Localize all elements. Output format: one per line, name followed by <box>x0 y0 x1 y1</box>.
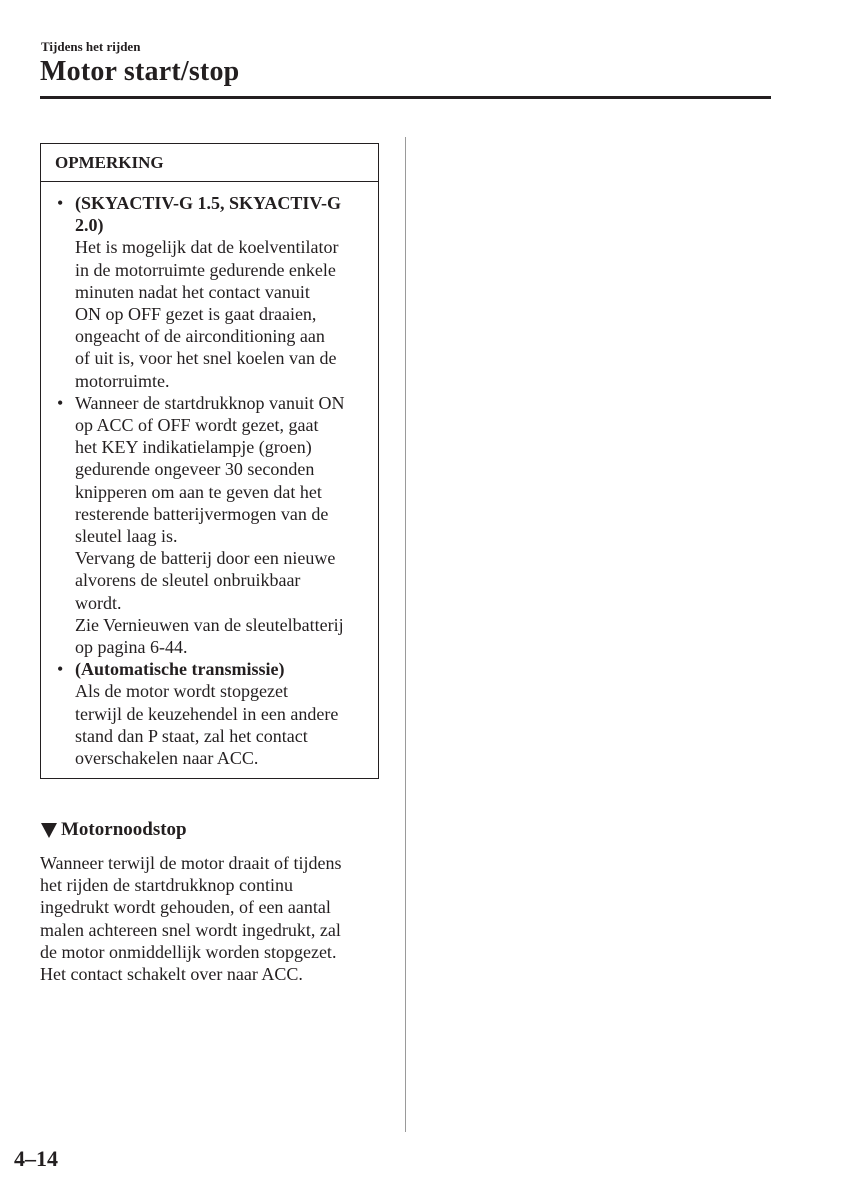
body-line: Wanneer terwijl de motor draait of tijdens <box>40 853 342 873</box>
note-item-line: (Automatische transmissie) <box>75 659 285 680</box>
body-line: malen achtereen snel wordt ingedrukt, zal <box>40 919 341 940</box>
bullet: • <box>57 193 64 213</box>
column-divider <box>405 137 406 1132</box>
note-item-line: in de motorruimte gedurende enkele <box>75 259 336 280</box>
note-item-line: 2.0) <box>75 215 104 236</box>
note-heading: OPMERKING <box>41 144 378 182</box>
note-item-line: sleutel laag is. <box>75 526 178 547</box>
note-item-line: ON op OFF gezet is gaat draaien, <box>75 304 317 325</box>
note-item-line: resterende batterijvermogen van de <box>75 503 329 524</box>
emergency-stop-heading <box>41 818 187 842</box>
note-item-line: gedurende ongeveer 30 seconden <box>75 459 315 480</box>
note-item-line: Zie Vernieuwen van de sleutelbatterij <box>75 614 344 635</box>
note-item-line: op pagina 6-44. <box>75 637 188 658</box>
note-item-line: terwijl de keuzehendel in een andere <box>75 703 339 724</box>
note-item-line: overschakelen naar ACC. <box>75 748 259 769</box>
note-item-line: Als de motor wordt stopgezet <box>75 681 288 702</box>
note-list <box>41 182 378 769</box>
body-line: Het contact schakelt over naar ACC. <box>40 964 303 985</box>
title-rule <box>40 96 771 99</box>
page-title: Motor start/stop <box>40 56 240 87</box>
emergency-stop-title: Motornoodstop <box>61 819 187 840</box>
body-line: de motor onmiddellijk worden stopgezet. <box>40 941 337 962</box>
note-item <box>57 658 372 769</box>
note-item-line: ongeacht of de airconditioning aan <box>75 326 325 347</box>
note-item-line: (SKYACTIV-G 1.5, SKYACTIV-G <box>75 193 342 213</box>
triangle-down-icon <box>41 823 57 838</box>
note-item-line: Het is mogelijk dat de koelventilator <box>75 237 339 258</box>
note-item-line: stand dan P staat, zal het contact <box>75 725 308 746</box>
note-item-line: minuten nadat het contact vanuit <box>75 281 310 302</box>
note-item-line: Vervang de batterij door een nieuwe <box>75 548 336 569</box>
bullet: • <box>57 659 64 680</box>
emergency-stop-body <box>40 852 390 985</box>
bullet: • <box>57 392 64 413</box>
section-label: Tijdens het rijden <box>41 39 141 54</box>
note-item <box>57 192 372 392</box>
note-box <box>40 143 379 779</box>
note-item-line: Wanneer de startdrukknop vanuit ON <box>75 392 345 413</box>
note-item-line: wordt. <box>75 592 122 613</box>
note-item-line: motorruimte. <box>75 370 170 391</box>
body-line: het rijden de startdrukknop continu <box>40 875 293 896</box>
note-item <box>57 392 372 658</box>
note-item-line: het KEY indikatielampje (groen) <box>75 437 312 458</box>
page-number: 4–14 <box>14 1146 58 1171</box>
body-line: ingedrukt wordt gehouden, of een aantal <box>40 897 331 918</box>
note-item-line: op ACC of OFF wordt gezet, gaat <box>75 415 319 436</box>
note-item-line: alvorens de sleutel onbruikbaar <box>75 570 301 591</box>
note-item-line: knipperen om aan te geven dat het <box>75 481 322 502</box>
note-item-line: of uit is, voor het snel koelen van de <box>75 348 337 369</box>
